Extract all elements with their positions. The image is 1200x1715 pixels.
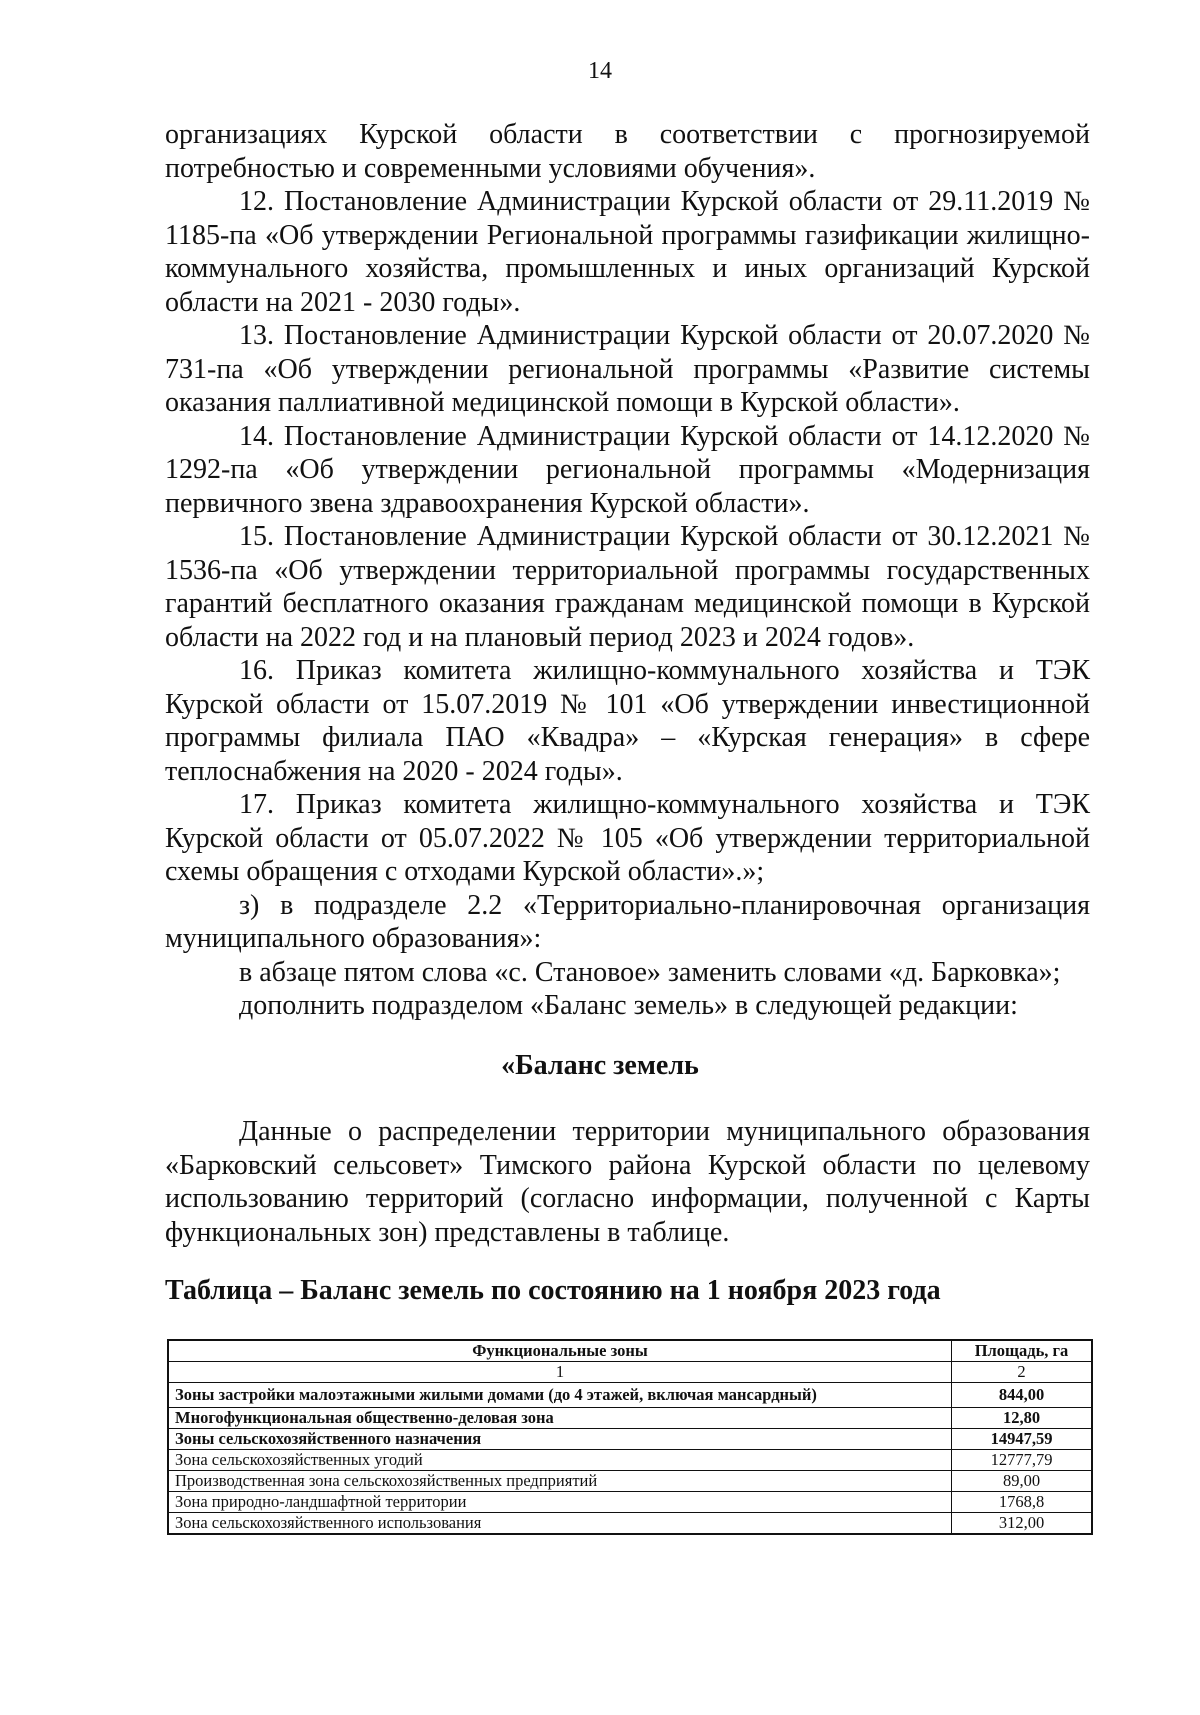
table-row bbox=[168, 1429, 1092, 1450]
paragraph: 16. Приказ комитета жилищно-коммунального хозяйства и ТЭК Курской области от 15.07.2019 № 101 «Об утверждении инвестиционной программы филиала ПАО «Квадра» – «Курская генерация» в сфере теплоснабжения на 2020 - 2024 годы». bbox=[165, 655, 1090, 787]
column-header-zones: Функциональные зоны bbox=[168, 1340, 952, 1362]
zone-cell: Зоны сельскохозяйственного назначения bbox=[168, 1429, 952, 1450]
section-heading: «Баланс земель bbox=[501, 1050, 699, 1081]
paragraph: з) в подразделе 2.2 «Территориально-планировочная организация муниципального образования»: bbox=[165, 889, 1090, 954]
paragraph: 14. Постановление Администрации Курской области от 14.12.2020 № 1292-па «Об утверждении региональной программы «Модернизация первичного звена здравоохранения Курской области». bbox=[165, 420, 1090, 519]
paragraph: в абзаце пятом слова «с. Становое» заменить словами «д. Барковка»; bbox=[239, 956, 1061, 988]
table-row bbox=[168, 1471, 1092, 1492]
column-header-area: Площадь, га bbox=[952, 1340, 1093, 1362]
table-row bbox=[168, 1383, 1092, 1408]
zone-cell: Зона природно-ландшафтной территории bbox=[168, 1492, 952, 1513]
paragraph: дополнить подразделом «Баланс земель» в следующей редакции: bbox=[239, 990, 1018, 1021]
area-cell: 312,00 bbox=[952, 1513, 1093, 1535]
table-row bbox=[168, 1492, 1092, 1513]
column-number: 2 bbox=[952, 1362, 1093, 1383]
paragraph: 13. Постановление Администрации Курской области от 20.07.2020 № 731-па «Об утверждении региональной программы «Развитие системы оказания паллиативной медицинской помощи в Курской области». bbox=[165, 320, 1090, 418]
area-cell: 12,80 bbox=[952, 1408, 1093, 1429]
zone-cell: Зона сельскохозяйственного использования bbox=[168, 1513, 952, 1535]
table-row bbox=[168, 1513, 1092, 1535]
area-cell: 14947,59 bbox=[952, 1429, 1093, 1450]
zone-cell: Зоны застройки малоэтажными жилыми домами (до 4 этажей, включая мансардный) bbox=[168, 1383, 952, 1408]
paragraph: организациях Курской области в соответствии с прогнозируемой потребностью и современными условиями обучения». bbox=[165, 119, 1090, 184]
land-balance-table bbox=[167, 1339, 1093, 1535]
zone-cell: Производственная зона сельскохозяйственных предприятий bbox=[168, 1471, 952, 1492]
zone-cell: Многофункциональная общественно-деловая зона bbox=[168, 1408, 952, 1429]
paragraph: 17. Приказ комитета жилищно-коммунального хозяйства и ТЭК Курской области от 05.07.2022 № 105 «Об утверждении территориальной схемы обращения с отходами Курской области».»; bbox=[165, 789, 1090, 887]
column-number-row bbox=[168, 1362, 1092, 1383]
paragraph: 12. Постановление Администрации Курской области от 29.11.2019 № 1185-па «Об утверждении Региональной программы газификации жилищно-коммунального хозяйства, промышленных и иных организаций Курской области на 2021 - 2030 годы». bbox=[165, 186, 1090, 318]
table-header-row bbox=[168, 1340, 1092, 1362]
column-number: 1 bbox=[168, 1362, 952, 1383]
page-number: 14 bbox=[588, 58, 612, 84]
table-caption: Таблица – Баланс земель по состоянию на 1 ноября 2023 года bbox=[165, 1275, 941, 1306]
area-cell: 12777,79 bbox=[952, 1450, 1093, 1471]
table-row bbox=[168, 1408, 1092, 1429]
paragraph: 15. Постановление Администрации Курской области от 30.12.2021 № 1536-па «Об утверждении территориальной программы государственных гарантий бесплатного оказания гражданам медицинской помощи в Курской области на 2022 год и на плановый период 2023 и 2024 годов». bbox=[165, 521, 1090, 653]
body-text bbox=[165, 118, 1090, 1023]
zone-cell: Зона сельскохозяйственных угодий bbox=[168, 1450, 952, 1471]
intro-paragraph: Данные о распределении территории муниципального образования «Барковский сельсовет» Тимского района Курской области по целевому использованию территорий (согласно информации, полученной с Карты функциональных зон) представлены в таблице. bbox=[165, 1116, 1090, 1248]
table-row bbox=[168, 1450, 1092, 1471]
area-cell: 89,00 bbox=[952, 1471, 1093, 1492]
area-cell: 1768,8 bbox=[952, 1492, 1093, 1513]
area-cell: 844,00 bbox=[952, 1383, 1093, 1408]
